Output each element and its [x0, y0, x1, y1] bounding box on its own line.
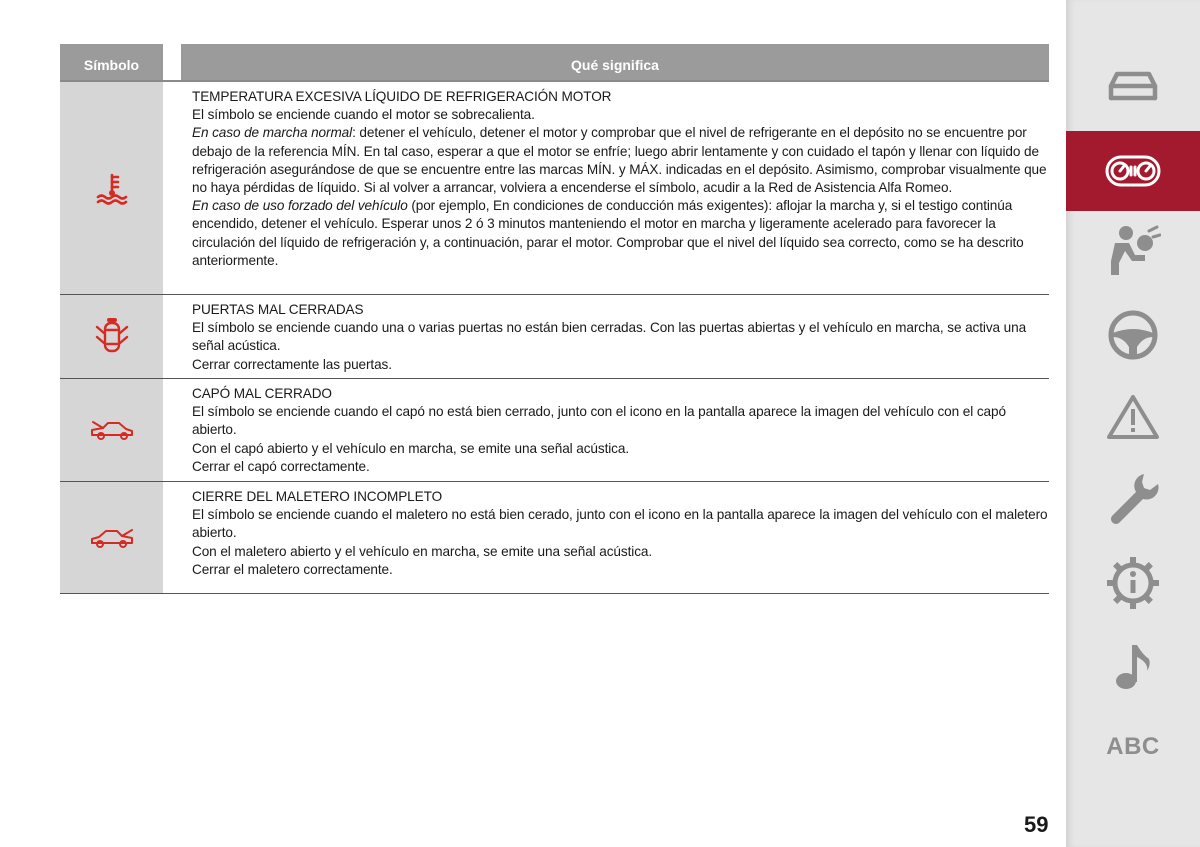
header-symbol: Símbolo — [60, 44, 163, 80]
coolant-temperature-icon — [60, 82, 163, 294]
row-description: El símbolo se enciende cuando el maletero no está bien cerado, junto con el icono en la pantalla aparece la imagen del vehículo con el maletero abierto. — [192, 507, 1048, 541]
row-description: : detener el vehículo, detener el motor y comprobar que el nivel de refrigerante en el depósito no se encuentre por debajo de la referencia MÍN. En tal caso, esperar a que el motor se enfríe; luego abrir lentamente y con cuidado el tapón y llenar con líquido de refrigeración asegurándose de que se encuentre entre las marcas MÍN. y MÁX. indicadas en el depósito. Asimismo, comprobar visualmente que no haya pérdidas de líquido. Si al volver a arrancar, volviera a encenderse el símbolo, acudir a la Red de Asistencia Alfa Romeo. — [192, 125, 1047, 196]
music-note-icon — [1113, 641, 1153, 691]
row-title: PUERTAS MAL CERRADAS — [192, 302, 364, 317]
door-open-icon — [60, 295, 163, 378]
dashboard-icon — [1105, 155, 1161, 187]
nav-driving[interactable] — [1066, 295, 1200, 375]
row-description: (por ejemplo, En condiciones de conducción más exigentes): aflojar la marcha y, si el testigo continúa encendido, detener el vehículo. Esperar unos 2 ó 3 minutos manteniendo el motor en marcha y ligeramente acelerado para favorecer la circulación del líquido de refrigeración y, a continuación, parar el motor. Comprobar que el nivel del líquido sea correcto, como se ha descrito anteriormente. — [192, 198, 1024, 268]
warning-lights-table — [60, 44, 1049, 594]
steering-wheel-icon — [1107, 309, 1159, 361]
nav-warnings[interactable] — [1066, 377, 1200, 457]
hood-open-icon — [60, 379, 163, 481]
nav-maintenance[interactable] — [1066, 460, 1200, 540]
row-description: Cerrar el capó correctamente. — [192, 458, 370, 474]
trunk-open-icon — [60, 482, 163, 593]
row-title: CAPÓ MAL CERRADO — [192, 386, 332, 401]
row-description: Con el maletero abierto y el vehículo en marcha, se emite una señal acústica. — [192, 543, 653, 559]
row-title: TEMPERATURA EXCESIVA LÍQUIDO DE REFRIGERACIÓN MOTOR — [192, 89, 612, 104]
table-row — [60, 379, 1049, 482]
page-number: 59 — [1024, 812, 1049, 837]
row-title: CIERRE DEL MALETERO INCOMPLETO — [192, 489, 443, 504]
table-header — [60, 44, 1049, 82]
row-description: El símbolo se enciende cuando el capó no está bien cerrado, junto con el icono en la pantalla aparece la imagen del vehículo con el capó abierto. — [192, 404, 1006, 438]
row-italic-label: En caso de marcha normal — [192, 125, 353, 141]
row-description: El símbolo se enciende cuando una o varias puertas no están bien cerradas. Con las puertas abiertas y el vehículo en marcha, se activa una señal acústica. — [192, 320, 1027, 354]
abc-index-label: ABC — [1106, 733, 1160, 760]
wrench-icon — [1106, 472, 1160, 528]
row-description: Cerrar el maletero correctamente. — [192, 561, 393, 577]
warning-triangle-icon — [1106, 393, 1160, 441]
nav-multimedia[interactable] — [1066, 626, 1200, 706]
table-row — [60, 295, 1049, 379]
nav-index[interactable] — [1066, 707, 1200, 787]
table-row — [60, 482, 1049, 594]
header-meaning: Qué significa — [181, 44, 1049, 80]
nav-dashboard[interactable] — [1066, 131, 1200, 211]
airbag-icon — [1105, 225, 1161, 277]
chapter-sidebar — [1066, 0, 1200, 847]
info-gear-icon — [1106, 556, 1160, 610]
row-italic-label: En caso de uso forzado del vehículo — [192, 198, 408, 214]
car-icon — [1105, 66, 1161, 106]
row-description: El símbolo se enciende cuando el motor se sobrecalienta. — [192, 107, 535, 123]
nav-safety[interactable] — [1066, 211, 1200, 291]
nav-technical-data[interactable] — [1066, 543, 1200, 623]
row-description: Cerrar correctamente las puertas. — [192, 356, 392, 372]
table-row — [60, 82, 1049, 295]
nav-car[interactable] — [1066, 46, 1200, 126]
row-description: Con el capó abierto y el vehículo en marcha, se emite una señal acústica. — [192, 440, 630, 456]
